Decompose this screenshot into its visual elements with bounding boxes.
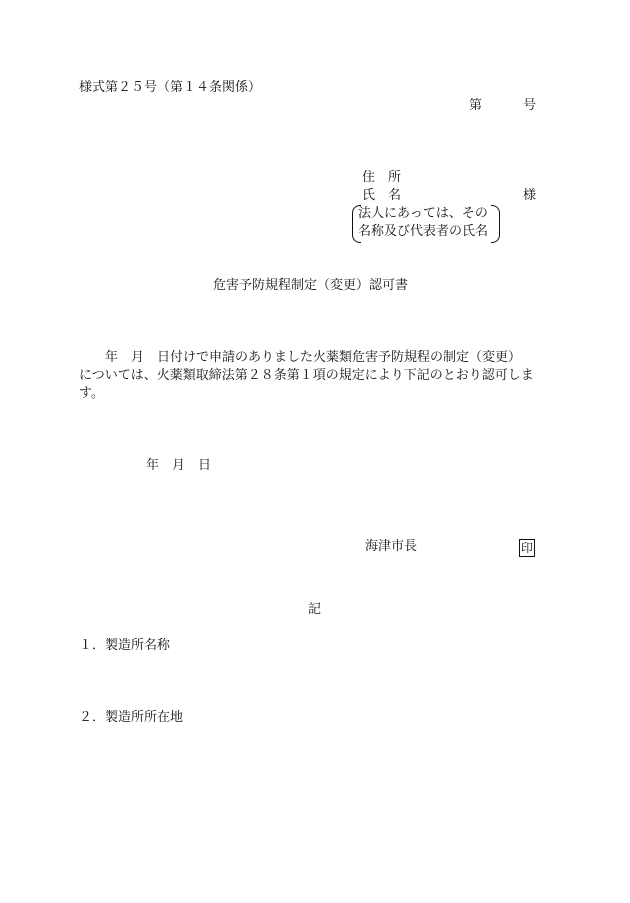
corporate-note-line2: 名称及び代表者の氏名 (358, 224, 489, 239)
ki-heading: 記 (308, 602, 322, 617)
document-number-dai: 第 (469, 98, 483, 113)
issuer-title: 海津市長 (365, 539, 418, 554)
name-label: 氏 名 (362, 188, 402, 203)
honorific: 様 (523, 188, 537, 203)
body-line-1: 年 月 日付けで申請のありました火薬類危害予防規程の制定（変更） (79, 350, 522, 365)
body-line-2: については、火薬類取締法第２８条第１項の規定により下記のとおり認可しま (79, 368, 534, 383)
document-number-go: 号 (523, 98, 537, 113)
document-title: 危害予防規程制定（変更）認可書 (213, 278, 409, 293)
address-label: 住 所 (362, 170, 402, 185)
corporate-note-line1: 法人にあっては、その (358, 206, 488, 221)
item-factory-location: ２．製造所所在地 (79, 710, 184, 725)
issue-date: 年 月 日 (146, 458, 212, 473)
seal-stamp: 印 (520, 541, 533, 555)
bracket-right (491, 205, 500, 243)
body-line-3: す。 (79, 386, 104, 401)
form-number: 様式第２５号（第１４条関係） (79, 80, 262, 95)
item-factory-name: １．製造所名称 (79, 638, 171, 653)
